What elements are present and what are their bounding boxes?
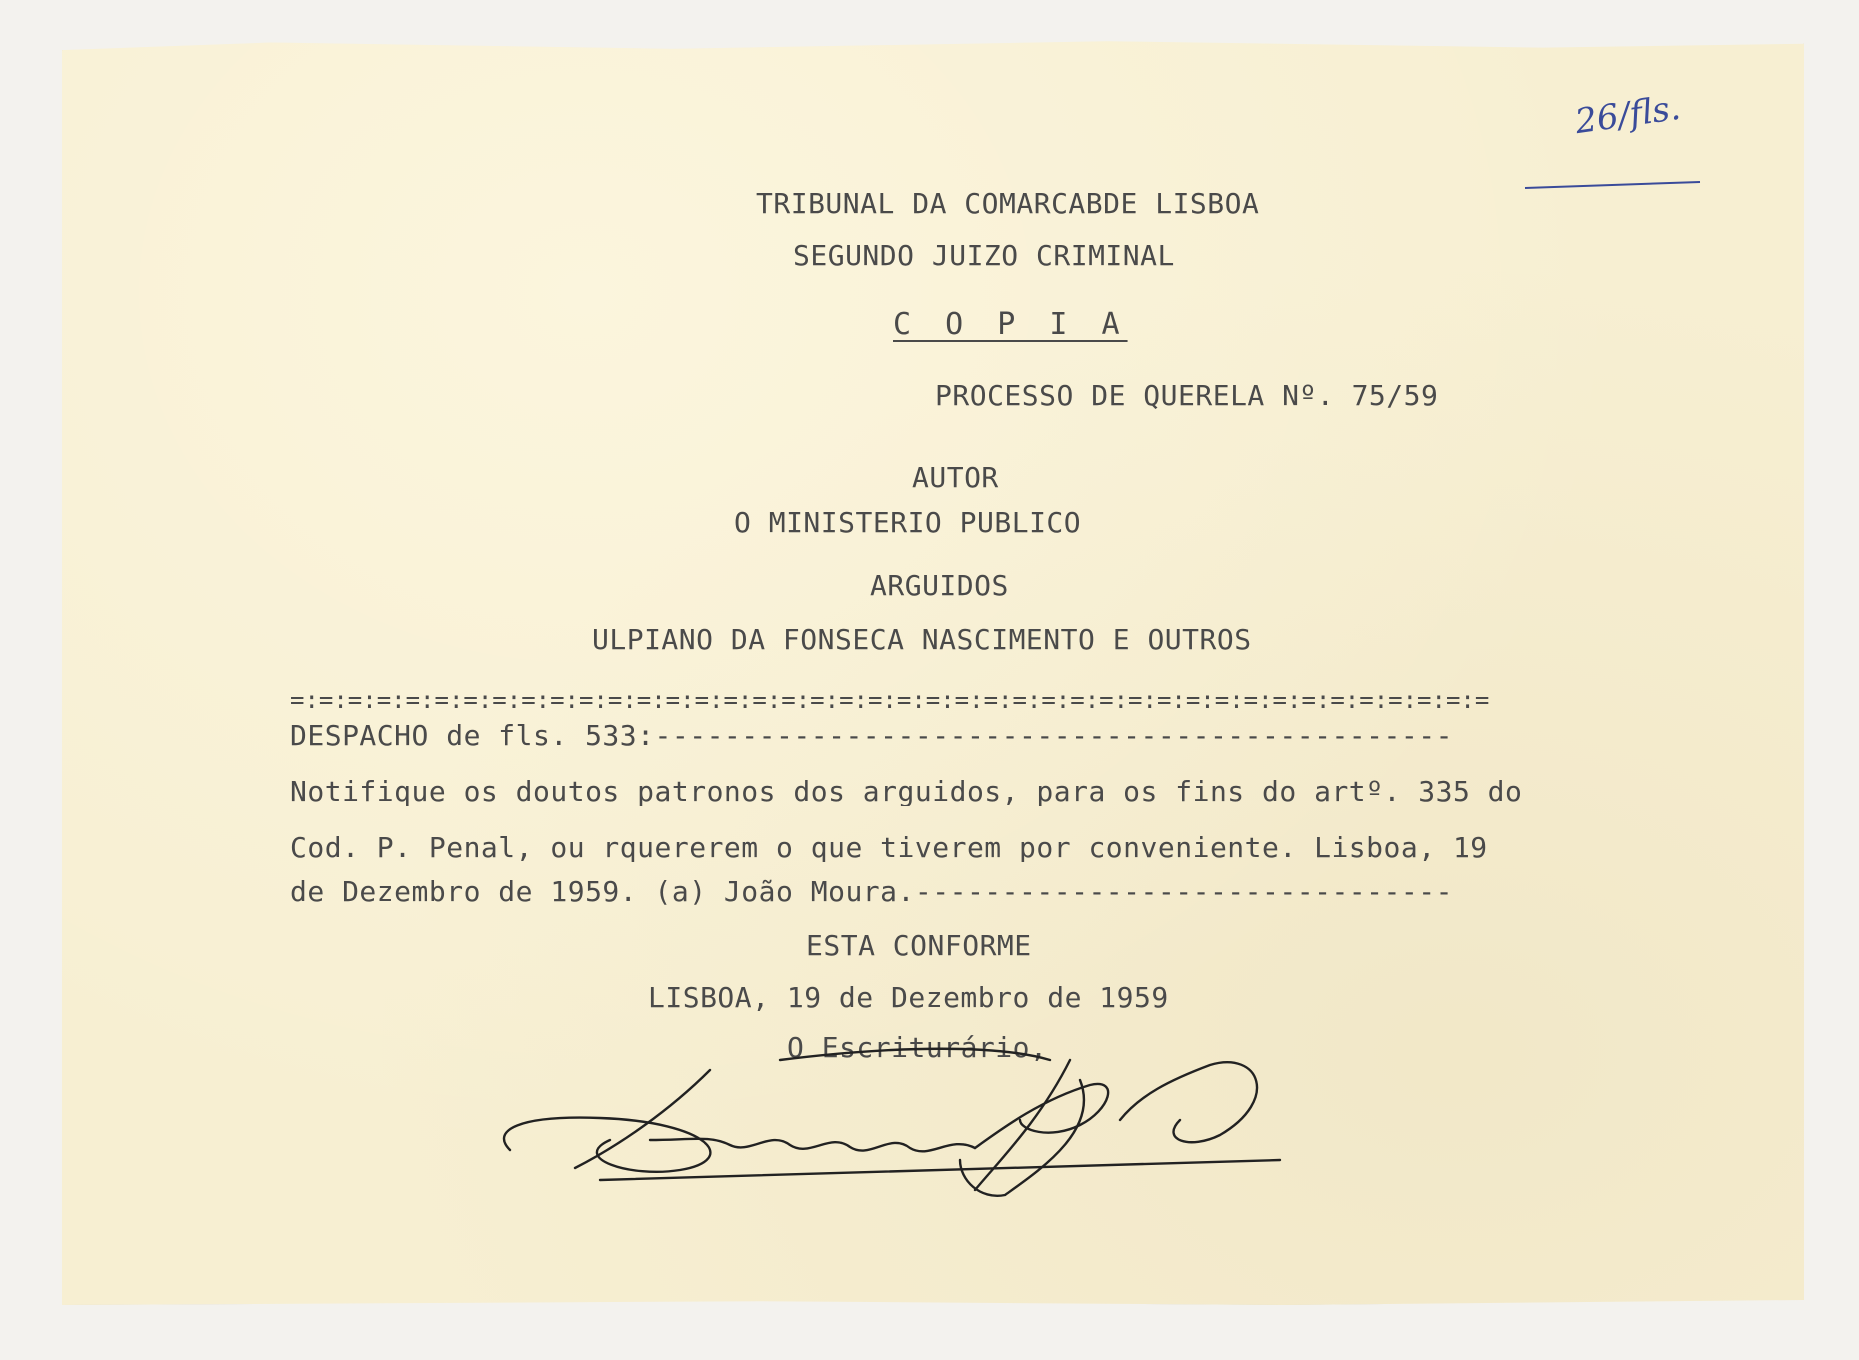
body-line-1: DESPACHO de fls. 533:----------------------------------------------: [290, 722, 1453, 750]
signature: [480, 1040, 1300, 1210]
process-number: PROCESSO DE QUERELA Nº. 75/59: [935, 379, 1439, 412]
plaintiff-label: AUTOR: [912, 461, 999, 494]
court-title: TRIBUNAL DA COMARCABDE LISBOA: [756, 187, 1260, 220]
defendants-label: ARGUIDOS: [870, 569, 1009, 602]
separator-line: =:=:=:=:=:=:=:=:=:=:=:=:=:=:=:=:=:=:=:=:=:=:=:=:=:=:=:=:=:=:=:=:=:=:=:=:=:=:=:=:=:=: [290, 688, 1490, 712]
copy-label: C O P I A: [893, 307, 1128, 342]
body-line-3: Cod. P. Penal, ou rquererem o que tiverem por conveniente. Lisboa, 19: [290, 834, 1488, 862]
clerk-label: O Escriturário,: [787, 1031, 1048, 1064]
plaintiff-name: O MINISTERIO PUBLICO: [734, 506, 1082, 539]
body-line-2: Notifique os doutos patronos dos arguidos, para os fins do artº. 335 do: [290, 778, 1523, 806]
corner-underline: [1520, 70, 1740, 210]
court-division: SEGUNDO JUIZO CRIMINAL: [793, 239, 1175, 272]
body-line-4: de Dezembro de 1959. (a) João Moura.-------------------------------: [290, 878, 1453, 906]
corner-annotation-text: 26/fls.: [1572, 87, 1683, 143]
corner-annotation: [1520, 70, 1740, 210]
conforme-label: ESTA CONFORME: [806, 929, 1032, 962]
closing-date: LISBOA, 19 de Dezembro de 1959: [648, 981, 1169, 1014]
defendants-name: ULPIANO DA FONSECA NASCIMENTO E OUTROS: [592, 623, 1252, 656]
